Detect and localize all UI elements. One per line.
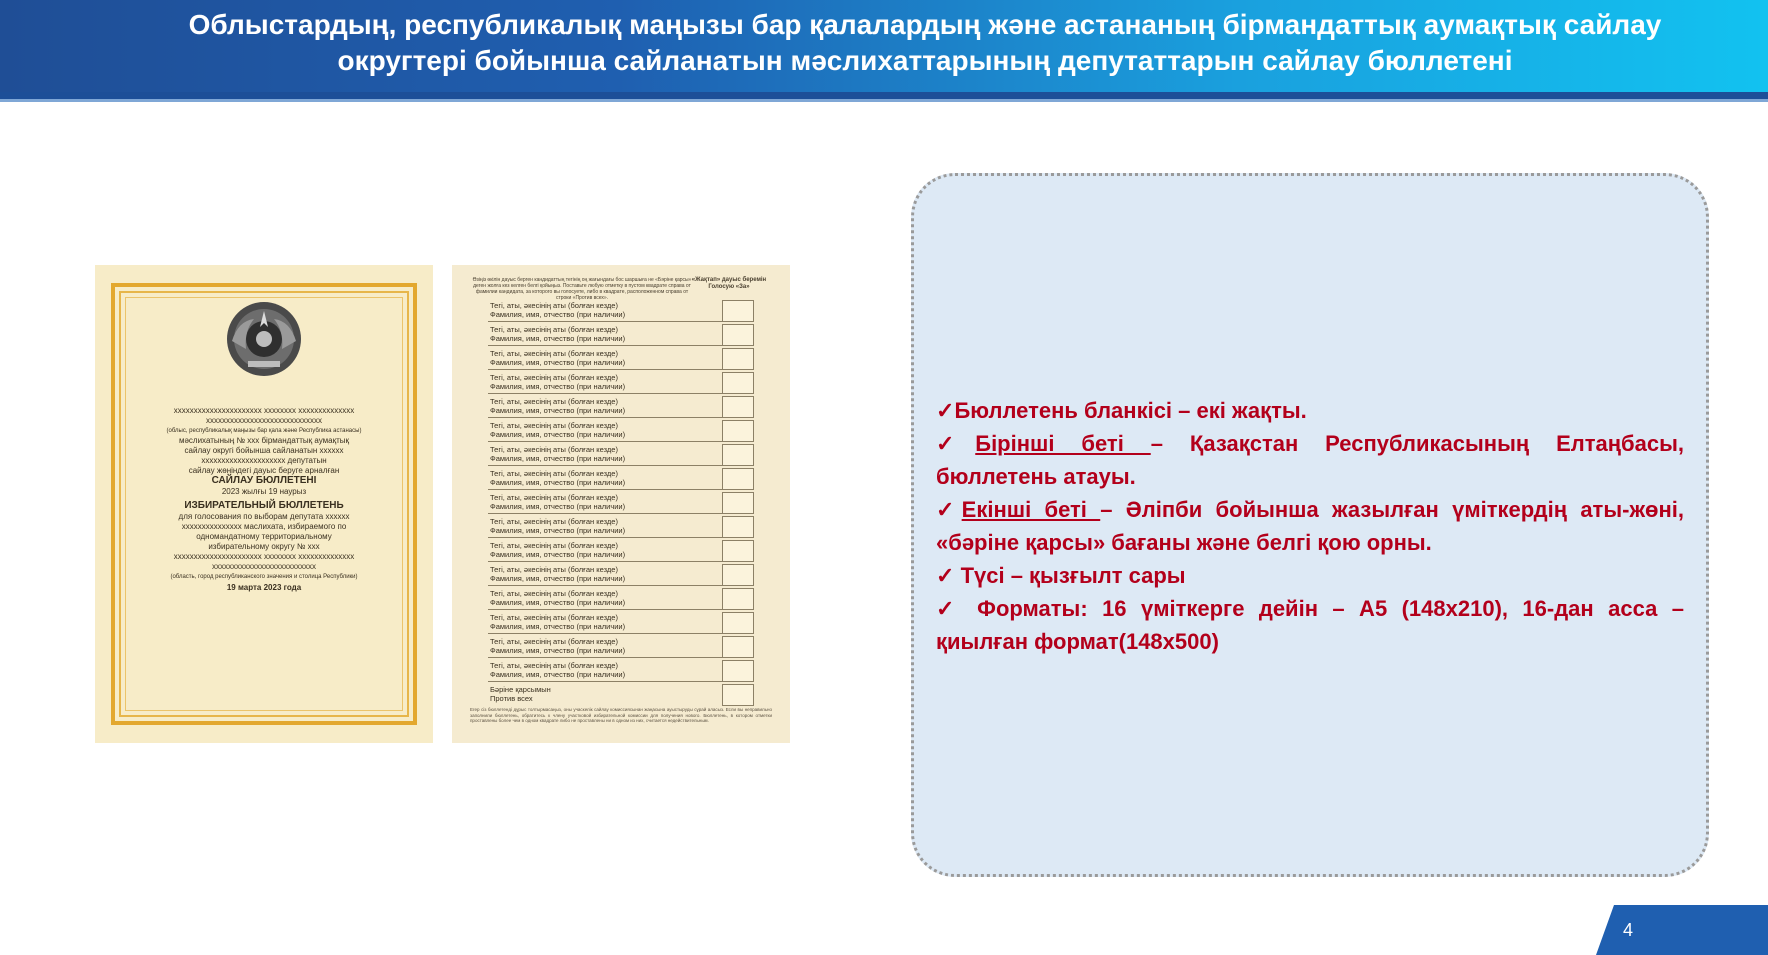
candidate-row xyxy=(488,635,738,658)
vote-checkbox xyxy=(722,660,754,682)
candidate-name-kz: Тегі, аты, әкесінің аты (болған кезде) xyxy=(490,349,618,358)
vote-checkbox xyxy=(722,636,754,658)
ballot-back-image xyxy=(452,265,790,743)
candidate-name-kz: Тегі, аты, әкесінің аты (болған кезде) xyxy=(490,373,618,382)
info-item-4: ✓ Түсі – қызғылт сары xyxy=(936,563,1186,588)
candidate-name-kz: Тегі, аты, әкесінің аты (болған кезде) xyxy=(490,661,618,670)
candidate-name-ru: Фамилия, имя, отчество (при наличии) xyxy=(490,502,626,511)
front-line: мәслихатының № xxx бірмандаттық аумақтық xyxy=(178,436,350,445)
candidate-row xyxy=(488,659,738,682)
candidate-name-ru: Фамилия, имя, отчество (при наличии) xyxy=(490,646,626,655)
against-all-checkbox xyxy=(722,684,754,706)
candidate-name-ru: Фамилия, имя, отчество (при наличии) xyxy=(490,406,626,415)
check-icon: ✓ xyxy=(936,431,976,456)
candidate-row xyxy=(488,419,738,442)
candidate-name-kz: Тегі, аты, әкесінің аты (болған кезде) xyxy=(490,565,618,574)
title-line-1: Облыстардың, республикалық маңызы бар қалалардың және астананың бірмандаттық аумақтық сайлау xyxy=(188,9,1662,40)
vote-checkbox xyxy=(722,540,754,562)
candidate-name-ru: Фамилия, имя, отчество (при наличии) xyxy=(490,358,626,367)
title-line-2: округтері бойынша сайланатын мәслихаттарының депутаттарын сайлау бюллетені xyxy=(337,45,1513,76)
candidate-row xyxy=(488,587,738,610)
vote-checkbox xyxy=(722,372,754,394)
info-item-3: ✓Екінші беті – Әліпби бойынша жазылған үміткердің аты-жөні, «бәріне қарсы» бағаны және белгі қою орны. xyxy=(936,497,1684,555)
candidate-name-ru: Фамилия, имя, отчество (при наличии) xyxy=(490,382,626,391)
front-line: одномандатному территориальному xyxy=(196,532,332,541)
candidate-row xyxy=(488,539,738,562)
back-instructions: Өзіңіз өкілін дауыс берген кандидаттың тегінің оң жағындағы бос шаршыға не «Бәріне қарсы» деген жолға кез келген белгі қойыңыз. Поставьте любую отметку в пустом квадрате справа от фамилии кандидата, за которого вы голосуете, либо в квадрате, расположенном справа от строки «Против всех». xyxy=(472,277,692,301)
front-title-ru: ИЗБИРАТЕЛЬНЫЙ БЮЛЛЕТЕНЬ xyxy=(184,500,344,511)
front-line: xxxxxxxxxxxxxxx маслихата, избираемого по xyxy=(181,522,347,531)
candidate-name-ru: Фамилия, имя, отчество (при наличии) xyxy=(490,430,626,439)
check-icon: ✓ xyxy=(936,497,962,522)
vote-checkbox xyxy=(722,420,754,442)
back-footer: Егер сіз бюллетенді дұрыс толтырмасаңыз, оны учаскелік сайлау комиссиясынан жаңасына ауыстыруды сұрай аласыз. Если вы неправильно заполнили бюллетень, обратитесь к члену участковой избирательной комиссии для получения нового. Бюллетень, в котором отметки проставлены более чем в одном квадрате либо не проставлены ни в одном из них, считается недействительным. xyxy=(470,707,772,723)
page-number: 4 xyxy=(1622,920,1633,940)
front-line: сайлау округі бойынша сайланатын xxxxxx xyxy=(184,446,344,455)
header-rule xyxy=(0,92,1768,99)
front-date-kz: 2023 жылғы 19 наурыз xyxy=(221,487,307,496)
info-item-5: ✓ Форматы: 16 үміткерге дейін – А5 (148х210), 16-дан асса – қиылған формат(148х500) xyxy=(936,596,1684,654)
info-item-2: ✓Бірінші беті – Қазақстан Республикасының Елтаңбасы, бюллетень атауы. xyxy=(936,431,1685,489)
candidate-name-ru: Фамилия, имя, отчество (при наличии) xyxy=(490,574,626,583)
candidate-row xyxy=(488,299,738,322)
check-icon: ✓ xyxy=(936,563,955,588)
candidate-name-ru: Фамилия, имя, отчество (при наличии) xyxy=(490,310,626,319)
candidate-row xyxy=(488,347,738,370)
candidate-name-kz: Тегі, аты, әкесінің аты (болған кезде) xyxy=(490,541,618,550)
vote-checkbox xyxy=(722,300,754,322)
candidate-name-kz: Тегі, аты, әкесінің аты (болған кезде) xyxy=(490,469,618,478)
check-icon: ✓ xyxy=(936,398,955,423)
candidate-name-ru: Фамилия, имя, отчество (при наличии) xyxy=(490,334,626,343)
candidate-name-ru: Фамилия, имя, отчество (при наличии) xyxy=(490,526,626,535)
vote-checkbox xyxy=(722,588,754,610)
vote-checkbox xyxy=(722,348,754,370)
header-rule-light xyxy=(0,99,1768,102)
candidate-name-kz: Тегі, аты, әкесінің аты (болған кезде) xyxy=(490,301,618,310)
candidate-row xyxy=(488,395,738,418)
candidate-name-kz: Тегі, аты, әкесінің аты (болған кезде) xyxy=(490,397,618,406)
candidate-name-ru: Фамилия, имя, отчество (при наличии) xyxy=(490,550,626,559)
candidate-name-ru: Фамилия, имя, отчество (при наличии) xyxy=(490,454,626,463)
against-all-row xyxy=(488,683,738,705)
candidate-name-kz: Тегі, аты, әкесінің аты (болған кезде) xyxy=(490,421,618,430)
info-item-3-label: Екінші беті xyxy=(961,497,1101,522)
candidate-row xyxy=(488,491,738,514)
vote-checkbox xyxy=(722,492,754,514)
candidate-name-kz: Тегі, аты, әкесінің аты (болған кезде) xyxy=(490,637,618,646)
info-item-2-label: Бірінші беті xyxy=(975,431,1151,456)
info-text xyxy=(936,394,1684,658)
vote-checkbox xyxy=(722,396,754,418)
against-all-ru: Против всех xyxy=(490,694,533,703)
candidate-name-kz: Тегі, аты, әкесінің аты (болған кезде) xyxy=(490,613,618,622)
front-line: сайлау жөніндегі дауыс беруге арналған xyxy=(188,466,340,475)
front-line: (область, город республиканского значения и столица Республики) xyxy=(170,574,358,580)
candidate-row xyxy=(488,443,738,466)
front-line: xxxxxxxxxxxxxxxxxxxxxx xxxxxxxx xxxxxxxxxxxxxx xyxy=(173,552,355,561)
state-emblem-icon xyxy=(224,299,304,379)
check-icon: ✓ xyxy=(936,596,963,621)
candidate-name-ru: Фамилия, имя, отчество (при наличии) xyxy=(490,478,626,487)
candidate-row xyxy=(488,611,738,634)
candidate-row xyxy=(488,467,738,490)
front-line: избирательному округу № xxx xyxy=(208,542,320,551)
front-line: для голосования по выборам депутата xxxxxx xyxy=(178,512,350,521)
vote-checkbox xyxy=(722,612,754,634)
info-item-1: ✓Бюллетень бланкісі – екі жақты. xyxy=(936,398,1307,423)
candidate-name-kz: Тегі, аты, әкесінің аты (болған кезде) xyxy=(490,517,618,526)
vote-checkbox xyxy=(722,564,754,586)
candidate-row xyxy=(488,323,738,346)
slide-title xyxy=(130,7,1720,79)
vote-checkbox xyxy=(722,516,754,538)
candidate-name-kz: Тегі, аты, әкесінің аты (болған кезде) xyxy=(490,445,618,454)
vote-checkbox xyxy=(722,468,754,490)
front-line: xxxxxxxxxxxxxxxxxxxxxxxxxxxxx xyxy=(206,416,322,425)
against-all-kz: Бәріне қарсымын xyxy=(490,685,551,694)
candidate-name-kz: Тегі, аты, әкесінің аты (болған кезде) xyxy=(490,325,618,334)
ballot-front-image xyxy=(95,265,433,743)
front-line: xxxxxxxxxxxxxxxxxxxxx депутатын xyxy=(201,456,327,465)
vote-checkbox xyxy=(722,444,754,466)
vote-checkbox xyxy=(722,324,754,346)
candidate-name-ru: Фамилия, имя, отчество (при наличии) xyxy=(490,598,626,607)
front-date-ru: 19 марта 2023 года xyxy=(226,583,302,592)
candidate-row xyxy=(488,563,738,586)
candidate-row xyxy=(488,371,738,394)
front-line: (облыс, республикалық маңызы бар қала және Республика астанасы) xyxy=(166,428,362,434)
candidate-name-kz: Тегі, аты, әкесінің аты (болған кезде) xyxy=(490,493,618,502)
candidate-row xyxy=(488,515,738,538)
front-line: xxxxxxxxxxxxxxxxxxxxxx xxxxxxxx xxxxxxxxxxxxxx xyxy=(173,406,355,415)
front-line: xxxxxxxxxxxxxxxxxxxxxxxxxx xyxy=(212,562,316,571)
candidate-name-ru: Фамилия, имя, отчество (при наличии) xyxy=(490,670,626,679)
candidate-name-ru: Фамилия, имя, отчество (при наличии) xyxy=(490,622,626,631)
back-column-header: «Жақтап» дауыс беремін Голосую «За» xyxy=(691,277,767,290)
front-title-kz: САЙЛАУ БЮЛЛЕТЕНІ xyxy=(211,475,317,486)
candidate-name-kz: Тегі, аты, әкесінің аты (болған кезде) xyxy=(490,589,618,598)
